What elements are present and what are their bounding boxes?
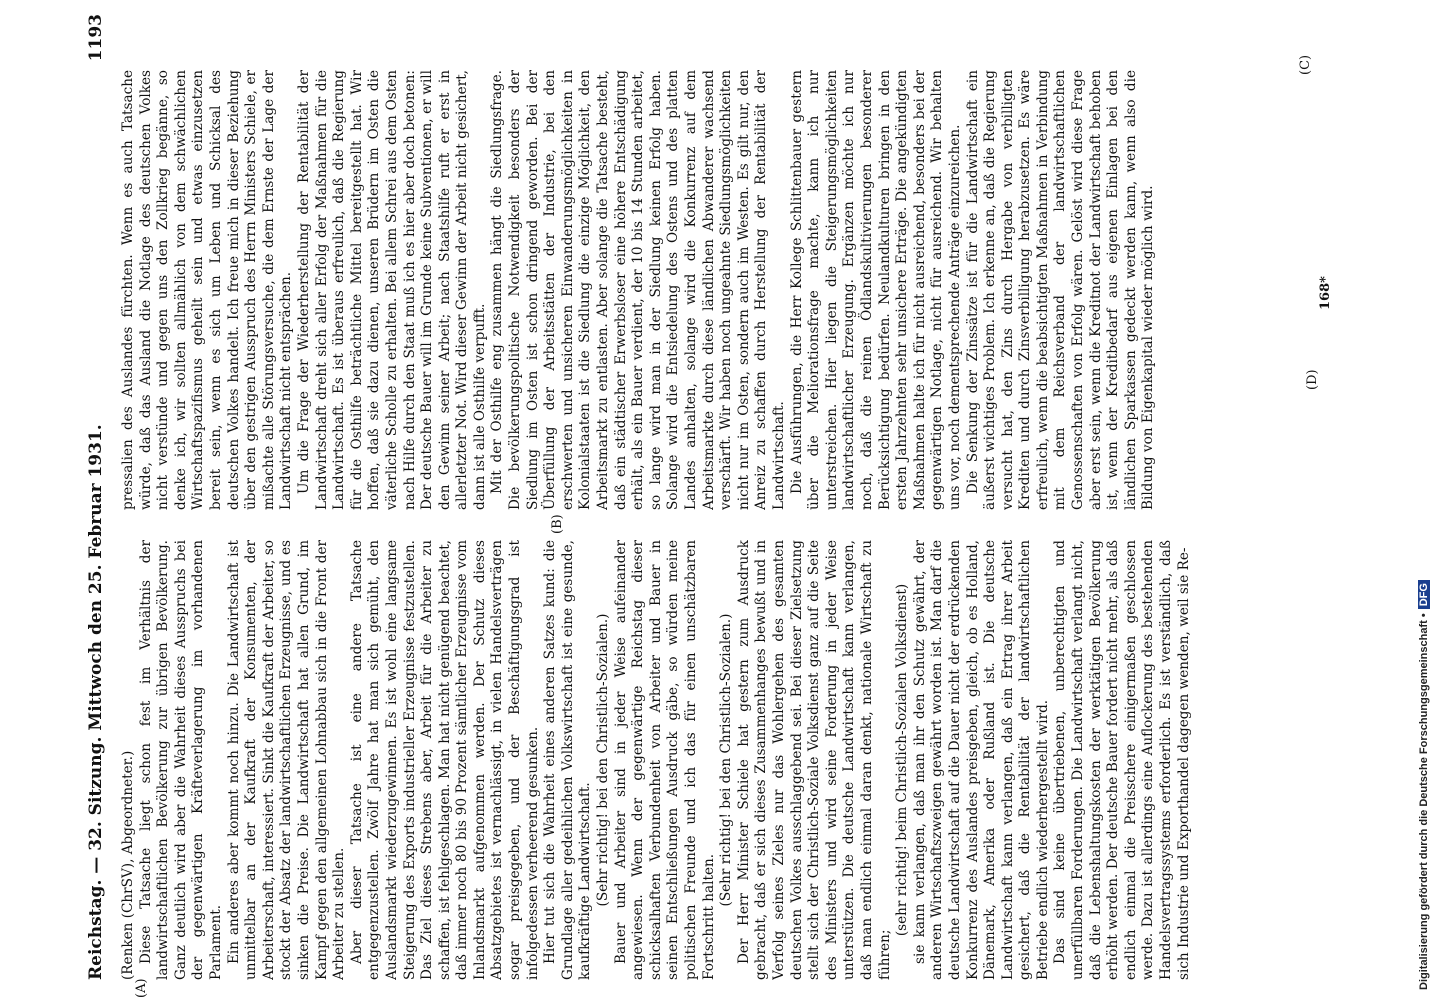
margin-mark-d: (D) — [1305, 369, 1320, 390]
paragraph: Das sind keine übertriebenen, unberechtigten und unerfüllbaren Forderungen. Die Landwirtschaft verlangt nicht, daß die Lebenshaltungskosten der werktätigen Bevölkerung erhöht werden. Der deutsche Bauer fordert nicht mehr, als daß endlich einmal die Preisschere einigermaßen geschlossen werde. Dazu ist allerdings eine Auflockerung des bestehenden Handelsvertragssystems erforderlich. Es ist verständlich, daß sich Industrie und Exporthandel dagegen wenden, weil sie Re- — [1052, 540, 1192, 980]
paragraph: (Sehr richtig! bei den Christlich-Sozialen.) — [595, 613, 612, 907]
running-head-title: Reichstag. — 32. Sitzung. Mittwoch den 25. Februar 1931. — [86, 424, 106, 980]
margin-mark-b: (B) — [550, 514, 565, 534]
paragraph: (Sehr richtig! bei den Christlich-Sozialen.) — [718, 613, 735, 907]
printer-signature: 168* — [1318, 276, 1333, 310]
digitization-credit — [1418, 580, 1430, 990]
paragraph: (sehr richtig! beim Christlich-Sozialen Volksdienst) — [894, 583, 911, 937]
paragraph: Um die Frage der Wiederherstellung der Rentabilität der Landwirtschaft dreht sich aller Erfolg der Maßnahmen für die Landwirtschaft. Es ist überaus erfreulich, daß die Regierung für die Osthilfe beträchtliche Mittel bereitgestellt hat. Wir hoffen, daß sie dazu dienen, unseren Brüdern im Osten die väterliche Scholle zu erhalten. Bei allem Schrei aus dem Osten nach Hilfe durch den Staat muß ich es hier aber doch betonen: Der deutsche Bauer will im Grunde keine Subventionen, er will den Gewinn seiner Arbeit; nach Staatshilfe ruft er erst in allerletzter Not. Wird dieser Gewinn der Arbeit nicht gesichert, dann ist alle Osthilfe verpufft. — [295, 70, 488, 510]
running-head — [86, 0, 112, 1000]
dfg-logo: DFG — [1418, 580, 1430, 609]
paragraph: Diese Tatsache liegt schon fest im Verhältnis der landwirtschaftlichen Bevölkerung zur übrigen Bevölkerung. Ganz deutlich wird aber die Wahrheit dieses Ausspruchs bei der gegenwärtigen Kräfteverlagerung im vorhandenen Parlament. — [137, 540, 224, 980]
paragraph: Die Senkung der Zinssätze ist für die Landwirtschaft ein äußerst wichtiges Problem. Ich erkenne an, daß die Regierung versucht hat, den Zins durch Hergabe von verbilligten Krediten und durch Zinsverbilligung herabzusetzen. Es wäre erfreulich, wenn die beabsichtigten Maßnahmen in Verbindung mit dem Reichsverband der landwirtschaftlichen Genossenschaften von Erfolg wären. Gelöst wird diese Frage aber erst sein, wenn die Kreditnot der Landwirtschaft behoben ist, wenn der Kreditbedarf aus eigenen Einlagen bei den ländlichen Sparkassen gedeckt werden kann, wenn also die Bildung von Eigenkapital wieder möglich wird. — [964, 70, 1157, 510]
paragraph: (Renken (ChrSV), Abgeordneter.) — [120, 750, 136, 980]
paragraph: pressalien des Auslandes fürchten. Wenn es auch Tatsache würde, daß das Ausland die Notlage des deutschen Volkes nicht verstünde und gegen uns den Zollkrieg begänne, so denke ich, wir sollten allmählich von dem schwächlichen Wirtschaftspazifismus geheilt sein und etwas einzusetzen bereit sein, wenn es sich um Leben und Schicksal des deutschen Volkes handelt. Ich freue mich in dieser Beziehung über den gestrigen Ausspruch des Herrn Ministers Schiele, er mißachte alle Störungsversuche, die dem Ernste der Lage der Landwirtschaft nicht entsprächen. — [120, 70, 295, 510]
paragraph: Der Herr Minister Schiele hat gestern zum Ausdruck gebracht, daß er sich dieses Zusammenhanges bewußt und in Verfolg seines Zieles nur das Wohlergehen des gesamten deutschen Volkes ausschlaggebend sei. Bei dieser Zielsetzung stellt sich der Christlich-Soziale Volksdienst ganz auf die Seite des Ministers und wird seine Forderung in jeder Weise unterstützen. Die deutsche Landwirtschaft kann verlangen, daß man endlich einmal daran denkt, nationale Wirtschaft zu führen; — [735, 540, 893, 980]
page-number: 1193 — [86, 14, 106, 62]
paragraph: Hier tut sich die Wahrheit eines anderen Satzes kund: die Grundlage aller gedeihlichen Volkswirtschaft ist eine gesunde, kaufkräftige Landwirtschaft. — [542, 540, 594, 980]
paragraph: Bauer und Arbeiter sind in jeder Weise aufeinander angewiesen. Wenn der gegenwärtige Reichstag dieser schicksalhaften Verbundenheit von Arbeiter und Bauer in seinen Entschließungen Ausdruck gäbe, so würden meine politischen Freunde und ich das für einen unschätzbaren Fortschritt halten. — [612, 540, 717, 980]
paragraph: sie kann verlangen, daß man ihr den Schutz gewährt, der anderen Wirtschaftszweigen gewährt worden ist. Man darf die deutsche Landwirtschaft auf die Dauer nicht der erdrückenden Konkurrenz des Auslandes preisgeben, gleich, ob es Holland, Dänemark, Amerika oder Rußland ist. Die deutsche Landwirtschaft kann verlangen, daß ein Ertrag ihrer Arbeit gesichert, daß die Rentabilität der landwirtschaftlichen Betriebe endlich wiederhergestellt wird. — [911, 540, 1051, 980]
paragraph: Ein anderes aber kommt noch hinzu. Die Landwirtschaft ist unmittelbar an der Kaufkraft der Konsumenten, der Arbeiterschaft, interessiert. Sinkt die Kaufkraft der Arbeiter, so stockt der Absatz der landwirtschaftlichen Erzeugnisse, und es sinken die Preise. Die Landwirtschaft hat allen Grund, im Kampf gegen den allgemeinen Lohnabbau sich in die Front der Arbeiter zu stellen. — [225, 540, 348, 980]
newspaper-page — [80, 0, 1340, 1000]
margin-mark-c: (C) — [1298, 54, 1313, 75]
paragraph: Mit der Osthilfe eng zusammen hängt die Siedlungsfrage. Die bevölkerungspolitische Notwendigkeit besonders der Siedlung im Osten ist schon dringend geworden. Bei der Überfüllung der Arbeitsstätten der Industrie, bei den erschwerten und unsicheren Einwanderungsmöglichkeiten in Kolonialstaaten ist die Siedlung die einzige Möglichkeit, den Arbeitsmarkt zu entlasten. Aber solange die Tatsache besteht, daß ein städtischer Erwerbsloser eine höhere Entschädigung erhält, als ein Bauer verdient, der 10 bis 14 Stunden arbeitet, so lange wird man in der Siedlung keinen Erfolg haben. Solange wird die Entsiedelung des Ostens und des platten Landes anhalten, solange wird die Konkurrenz auf dem Arbeitsmarkte durch diese ländlichen Abwanderer wachsend verschärft. Wir haben noch ungeahnte Siedlungsmöglichkeiten nicht nur im Osten, sondern auch im Westen. Es gilt nur, den Anreiz zu schaffen durch Herstellung der Rentabilität der Landwirtschaft. — [489, 70, 787, 510]
margin-mark-a: (A) — [134, 978, 149, 998]
text-column-left — [120, 540, 1360, 980]
paragraph: Die Ausführungen, die Herr Kollege Schlittenbauer gestern über die Meliorationsfrage machte, kann ich nur unterstreichen. Hier liegen die Steigerungsmöglichkeiten landwirtschaftlicher Erzeugung. Ergänzen möchte ich nur noch, daß die reinen Ödlandskultivierungen besonderer Berücksichtigung bedürfen. Neulandkulturen bringen in den ersten Jahrzehnten sehr unsichere Erträge. Die angekündigten Maßnahmen halte ich für nicht ausreichend, besonders bei der gegenwärtigen Notlage, nicht für ausreichend. Wir behalten uns vor, noch dementsprechende Anträge einzureichen. — [788, 70, 963, 510]
text-column-right — [120, 70, 1360, 510]
paragraph: Aber dieser Tatsache ist eine andere Tatsache entgegenzustellen. Zwölf Jahre hat man sich gemüht, den Auslandsmarkt wiederzugewinnen. Es ist wohl eine langsame Steigerung des Exports industrieller Erzeugnisse festzustellen. Das Ziel dieses Strebens aber, Arbeit für die Arbeiter zu schaffen, ist fehlgeschlagen. Man hat nicht genügend beachtet, daß immer noch 80 bis 90 Prozent sämtlicher Erzeugnisse vom Inlandsmarkt aufgenommen werden. Der Schutz dieses Absatzgebietes ist vernachlässigt, in vielen Handelsverträgen sogar preisgegeben, und der Beschäftigungsgrad ist infolgedessen verheerend gesunken. — [348, 540, 541, 980]
credit-text: Digitalisierung gefördert durch die Deutsche Forschungsgemeinschaft • — [1418, 613, 1430, 990]
